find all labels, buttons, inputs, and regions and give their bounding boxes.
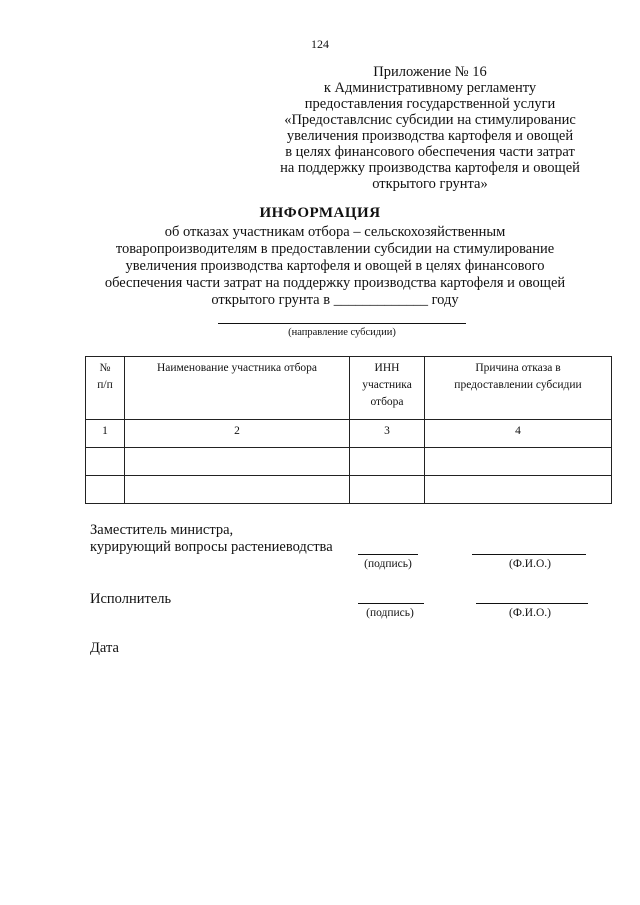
subtitle-line: увеличения производства картофеля и овощей в целях финансового xyxy=(125,258,545,274)
header-num: № п/п xyxy=(86,357,125,420)
table-cell[interactable] xyxy=(86,448,125,476)
table-row xyxy=(86,448,612,476)
performer-signature-caption: (подпись) xyxy=(366,607,414,619)
subtitle-line: открытого грунта в _____________ году xyxy=(211,292,459,308)
table-cell: 1 xyxy=(86,420,125,448)
table-cell[interactable] xyxy=(350,448,425,476)
table-cell[interactable] xyxy=(425,476,612,504)
table-cell: 4 xyxy=(425,420,612,448)
document-subtitle xyxy=(70,224,600,309)
deputy-line: курирующий вопросы растениеводства xyxy=(90,539,333,555)
table-header-row xyxy=(86,357,612,420)
table-row xyxy=(86,476,612,504)
table-cell[interactable] xyxy=(350,476,425,504)
document-title: ИНФОРМАЦИЯ xyxy=(259,205,381,221)
date-label: Дата xyxy=(90,640,119,656)
performer-fio-line[interactable] xyxy=(476,603,588,604)
appendix-line: Приложение № 16 xyxy=(373,64,487,80)
direction-caption: (направление субсидии) xyxy=(288,327,396,338)
subtitle-line: товаропроизводителям в предоставлении субсидии на стимулирование xyxy=(115,241,555,257)
performer-fio-caption: (Ф.И.О.) xyxy=(509,607,551,619)
refusals-table xyxy=(85,356,612,504)
deputy-line: Заместитель министра, xyxy=(90,522,234,538)
subtitle-line: обеспечения части затрат на поддержку производства картофеля и овощей xyxy=(104,275,566,291)
deputy-minister-label xyxy=(90,522,333,556)
deputy-signature-line[interactable] xyxy=(358,554,418,555)
table-cell[interactable] xyxy=(86,476,125,504)
deputy-fio-line[interactable] xyxy=(472,554,586,555)
table-cell[interactable] xyxy=(125,448,350,476)
table-cell[interactable] xyxy=(125,476,350,504)
table-cell: 2 xyxy=(125,420,350,448)
appendix-header xyxy=(260,64,600,192)
appendix-line: «Предоставлснис субсидии на стимулированис xyxy=(284,112,576,128)
subtitle-line: об отказах участникам отбора – сельскохозяйственным xyxy=(164,224,506,240)
appendix-line: предоставления государственной услуги xyxy=(304,96,556,112)
appendix-line: на поддержку производства картофеля и овощей xyxy=(280,160,580,176)
header-participant: Наименование участника отбора xyxy=(125,357,350,420)
direction-line xyxy=(218,323,466,324)
table-cell: 3 xyxy=(350,420,425,448)
appendix-line: увеличения производства картофеля и овощей xyxy=(286,128,574,144)
appendix-line: открытого грунта» xyxy=(372,176,488,192)
header-inn: ИНН участника отбора xyxy=(350,357,425,420)
appendix-line: в целях финансового обеспечения части затрат xyxy=(285,144,575,160)
appendix-line: к Административному регламенту xyxy=(323,80,537,96)
performer-label: Исполнитель xyxy=(90,591,172,607)
table-number-row xyxy=(86,420,612,448)
table-cell[interactable] xyxy=(425,448,612,476)
page-number: 124 xyxy=(311,37,329,51)
performer-signature-line[interactable] xyxy=(358,603,424,604)
deputy-signature-caption: (подпись) xyxy=(364,558,412,570)
header-reason: Причина отказа в предоставлении субсидии xyxy=(425,357,612,420)
deputy-fio-caption: (Ф.И.О.) xyxy=(509,558,551,570)
